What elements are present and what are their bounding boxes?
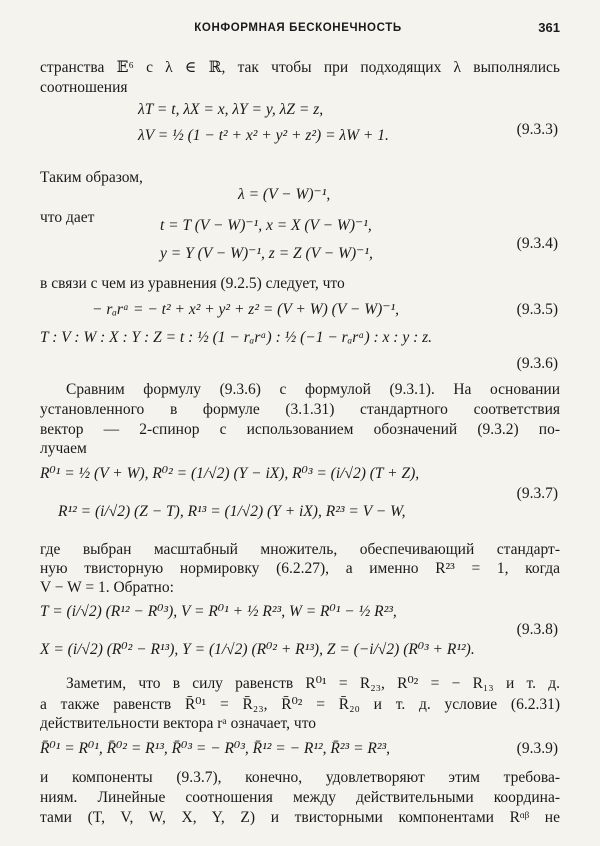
text-line: Таким образом,	[40, 169, 143, 186]
text-line: V − W = 1. Обратно:	[40, 579, 174, 596]
equation-9-3-3-line2: λV = ½ (1 − t² + x² + y² + z²) = λW + 1.	[138, 127, 389, 144]
text-line: действительности вектора rᵃ означает, что	[40, 715, 317, 732]
equation-number: (9.3.4)	[516, 235, 558, 252]
equation-number: (9.3.9)	[516, 740, 558, 757]
equation-9-3-7-line2: R¹² = (i/√2) (Z − T), R¹³ = (1/√2) (Y + iX), R²³ = V − W,	[58, 503, 406, 520]
text-line: в связи с чем из уравнения (9.2.5) следует, что	[40, 275, 345, 292]
equation-9-3-3-line1: λT = t, λX = x, λY = y, λZ = z,	[138, 101, 324, 118]
equation-number: (9.3.5)	[516, 301, 558, 318]
text-line: ную твисторную нормировку (6.2.27), а именно R²³ = 1, когда	[40, 560, 560, 577]
text-line: что дает	[40, 209, 95, 226]
equation-number: (9.3.3)	[516, 121, 558, 138]
equation-number: (9.3.7)	[516, 485, 558, 502]
equation-9-3-4-line2: y = Y (V − W)⁻¹, z = Z (V − W)⁻¹,	[160, 245, 373, 262]
text-line: и компоненты (9.3.7), конечно, удовлетворяют этим требова-	[40, 769, 560, 786]
text-line: Сравним формулу (9.3.6) с формулой (9.3.1). На основании	[66, 381, 560, 398]
page-number: 361	[538, 20, 560, 35]
text-line: а также равенств R̄⁰¹ = R̄₂₃, R̄⁰² = R̄₂₀ и т. д. условие (6.2.31)	[40, 696, 560, 713]
text-line: соотношения	[40, 79, 128, 96]
equation-9-3-6: T : V : W : X : Y : Z = t : ½ (1 − rₐrᵃ) : ½ (−1 − rₐrᵃ) : x : y : z.	[40, 329, 433, 346]
equation-9-3-8-line2: X = (i/√2) (R⁰² − R¹³), Y = (1/√2) (R⁰² + R¹³), Z = (−i/√2) (R⁰³ + R¹²).	[40, 641, 475, 658]
equation-9-3-8-line1: T = (i/√2) (R¹² − R⁰³), V = R⁰¹ + ½ R²³, W = R⁰¹ − ½ R²³,	[40, 603, 397, 620]
text-line: где выбран масштабный множитель, обеспечивающий стандарт-	[40, 541, 560, 558]
equation-number: (9.3.6)	[516, 355, 558, 372]
text-line: ниям. Линейные соотношения между действительными координа-	[40, 789, 560, 806]
equation-9-3-9: R̄⁰¹ = R⁰¹, R̄⁰² = R¹³, R̄⁰³ = − R⁰³, R̄¹² = − R¹², R̄²³ = R²³,	[40, 740, 391, 757]
equation-number: (9.3.8)	[516, 621, 558, 638]
equation-9-3-4-line1: t = T (V − W)⁻¹, x = X (V − W)⁻¹,	[160, 217, 372, 234]
equation-9-3-7-line1: R⁰¹ = ½ (V + W), R⁰² = (1/√2) (Y − iX), R⁰³ = (i/√2) (T + Z),	[40, 465, 420, 482]
text-line: вектор — 2-спинор с использованием обозначений (9.3.2) по-	[40, 421, 560, 438]
equation-9-3-5: − rₐrᵃ = − t² + x² + y² + z² = (V + W) (V − W)⁻¹,	[92, 301, 400, 318]
text-line: установленного в формуле (3.1.31) стандартного соответствия	[40, 401, 560, 418]
text-line: странства 𝔼⁶ с λ ∈ ℝ, так чтобы при подходящих λ выполнялись	[40, 59, 560, 76]
running-header: КОНФОРМНАЯ БЕСКОНЕЧНОСТЬ	[194, 22, 402, 34]
text-line: Заметим, что в силу равенств R⁰¹ = R₂₃, R⁰² = − R₁₃ и т. д.	[66, 675, 560, 692]
equation-lambda: λ = (V − W)⁻¹,	[238, 186, 331, 203]
text-line: тами (T, V, W, X, Y, Z) и твисторными компонентами Rᵅᵝ не	[40, 809, 560, 826]
text-line: лучаем	[40, 440, 87, 457]
